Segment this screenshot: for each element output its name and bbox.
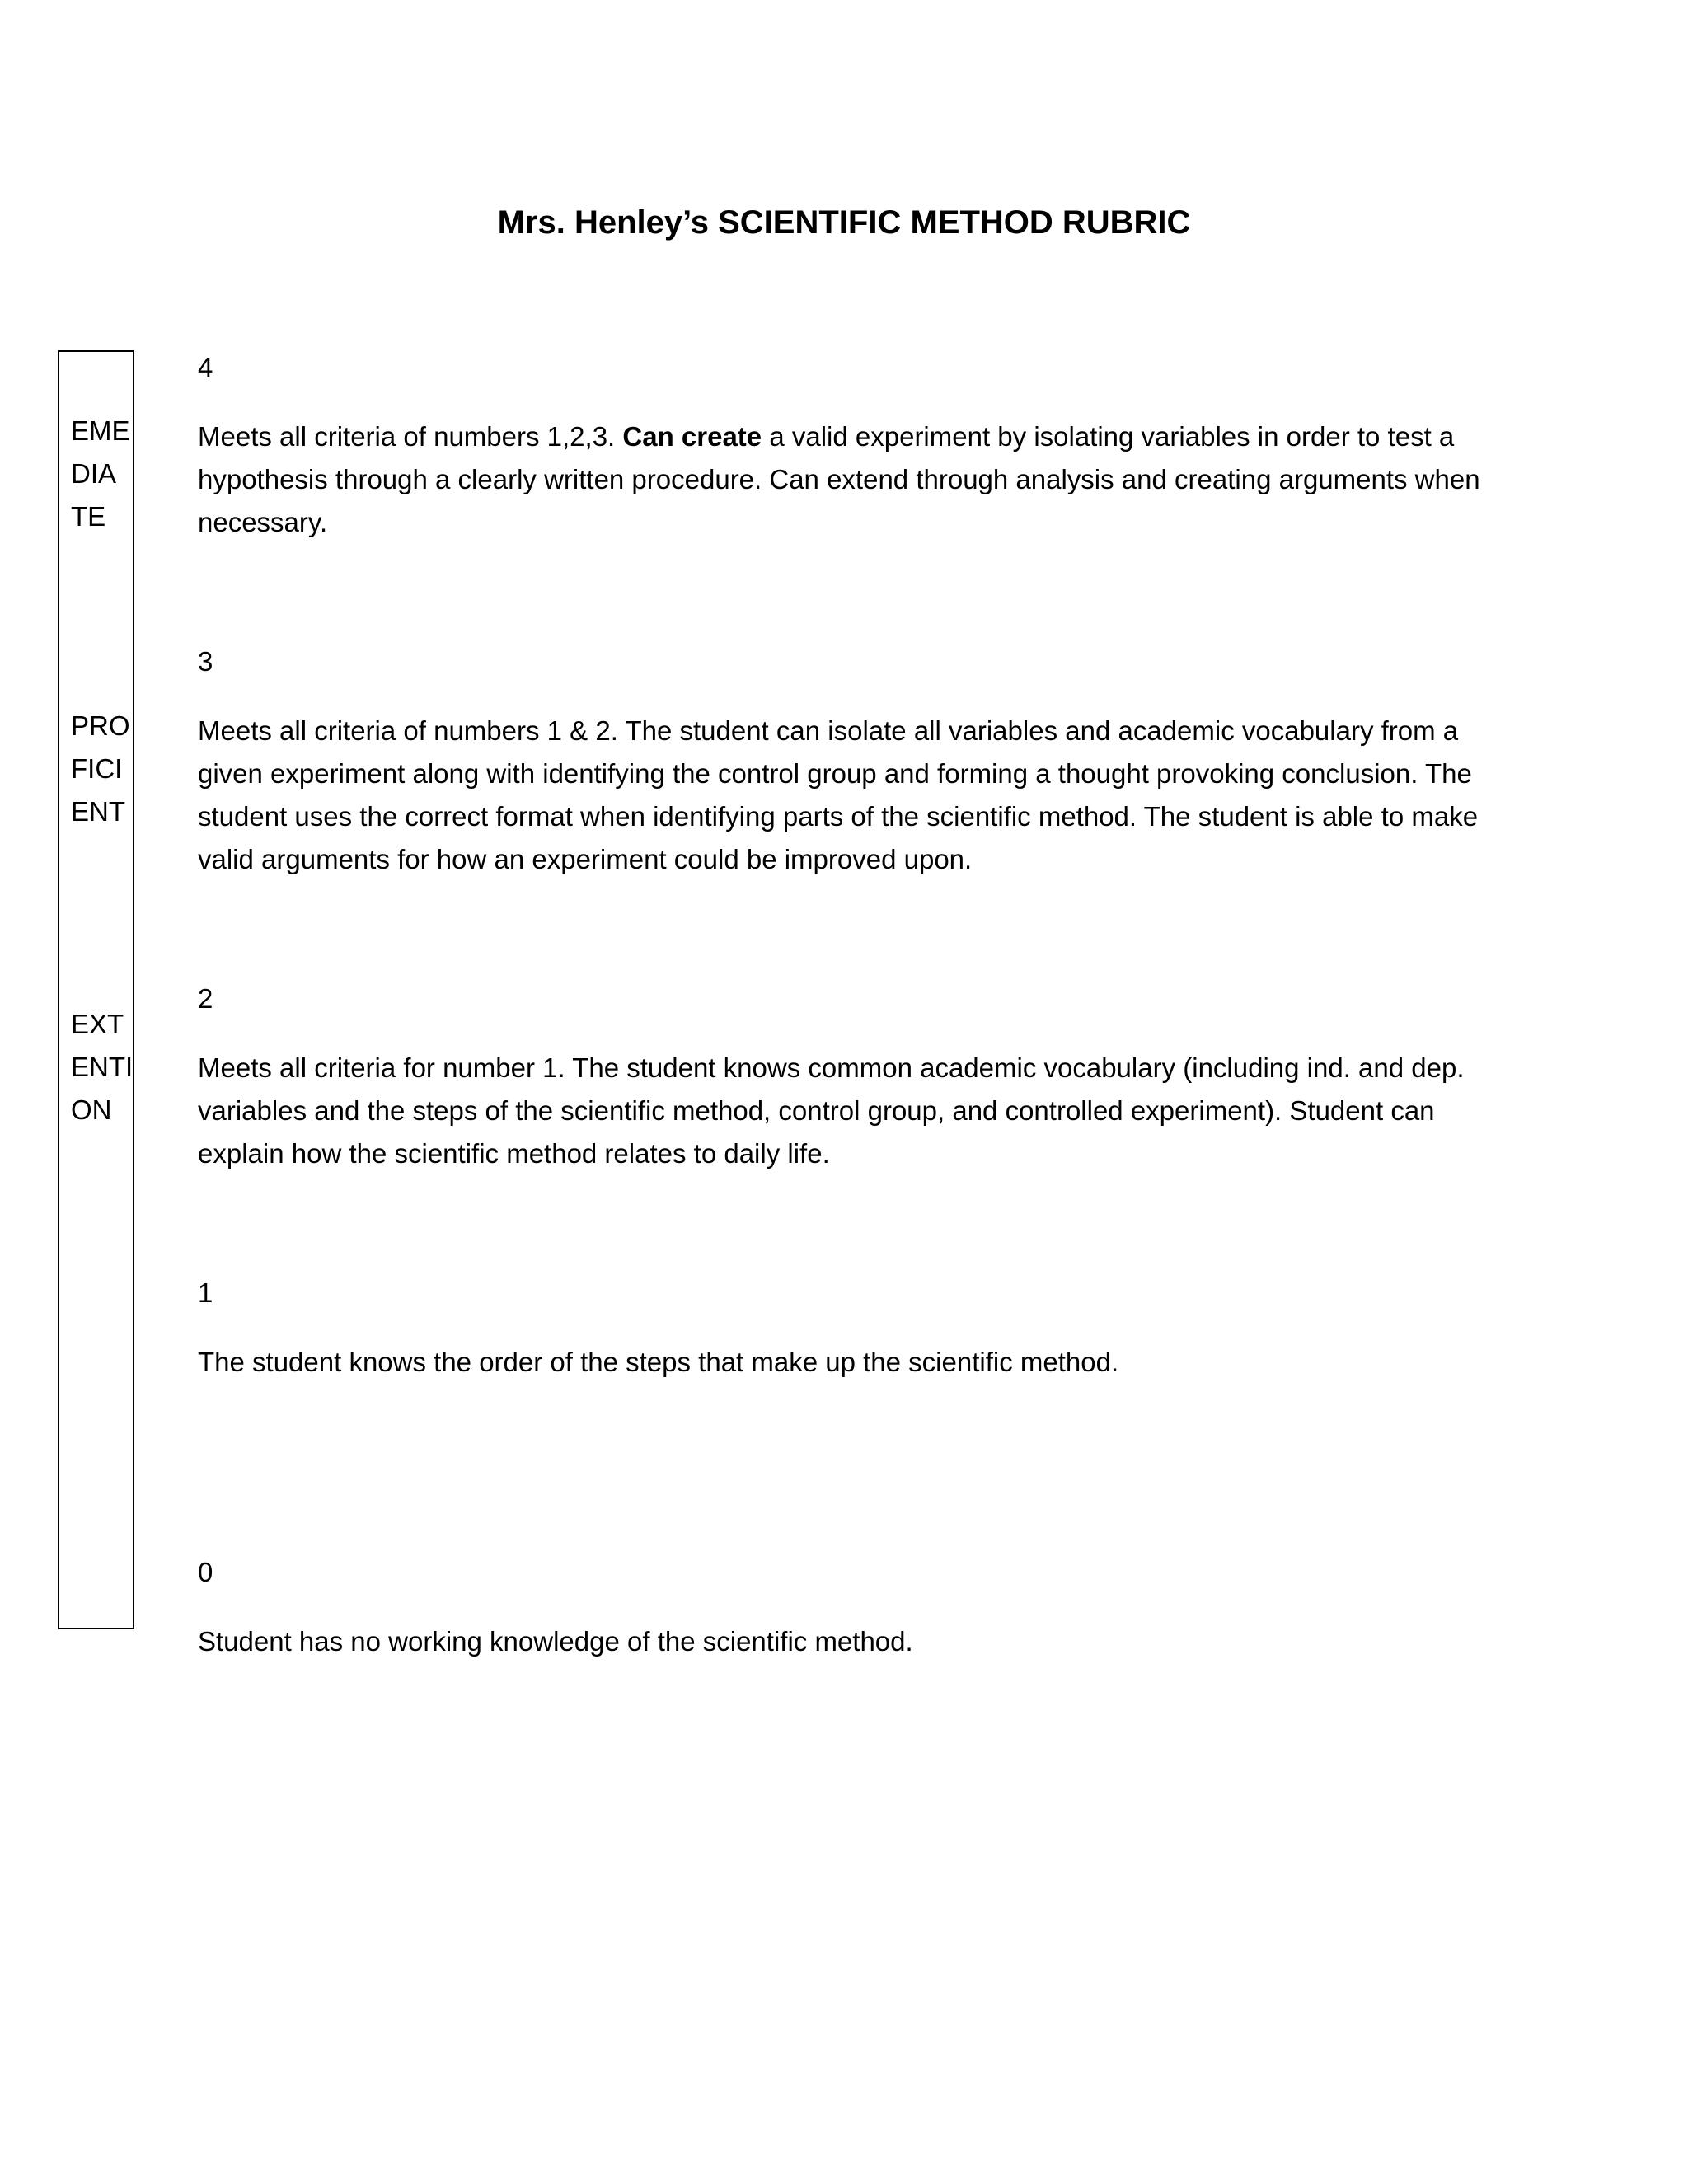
- page-title: Mrs. Henley’s SCIENTIFIC METHOD RUBRIC: [497, 204, 1191, 241]
- level-label-line: EXT: [71, 1009, 124, 1039]
- score-0: 0: [198, 1557, 213, 1587]
- score-4-description-text: a valid experiment by isolating variables in order to test a hypothesis through a clearly written procedure. Can extend through analysis and creating arguments when necessary.: [198, 421, 1480, 537]
- score-3-description: Meets all criteria of numbers 1 & 2. The student can isolate all variables and academic vocabulary from a given experiment along with identifying the control group and forming a thought provoking conclusion. The student uses the correct format when identifying parts of the scientific method. The student is able to make valid arguments for how an experiment could be improved upon.: [198, 715, 1479, 874]
- level-label-line: TE: [71, 501, 106, 532]
- score-3: 3: [198, 646, 213, 677]
- level-label-line: ENT: [71, 796, 125, 827]
- level-label-proficient: [71, 705, 134, 833]
- score-2-description: Meets all criteria for number 1. The student knows common academic vocabulary (including ind. and dep. variables and the steps of the scientific method, control group, and controlled experiment). Student can explain how the scientific method relates to daily life.: [198, 1052, 1465, 1169]
- level-label-line: DIA: [71, 458, 117, 489]
- score-4: 4: [198, 352, 213, 382]
- level-label-line: ENTI: [71, 1052, 134, 1082]
- score-0-description: Student has no working knowledge of the scientific method.: [198, 1626, 913, 1657]
- level-label-box: [58, 350, 134, 1629]
- level-label-line: ON: [71, 1094, 112, 1125]
- level-label-extention: [71, 1003, 134, 1132]
- level-label-line: PRO: [71, 710, 130, 741]
- level-label-line: EME: [71, 415, 130, 446]
- score-4-description-text: Meets all criteria of numbers 1,2,3.: [198, 421, 623, 452]
- score-4-description: [198, 415, 1517, 544]
- score-2: 2: [198, 983, 213, 1014]
- score-4-description-emphasis: Can create: [622, 421, 762, 452]
- level-label-line: FICI: [71, 753, 123, 784]
- score-1: 1: [198, 1277, 213, 1308]
- level-label-emediate: [71, 410, 134, 538]
- score-1-description: The student knows the order of the steps that make up the scientific method.: [198, 1347, 1119, 1377]
